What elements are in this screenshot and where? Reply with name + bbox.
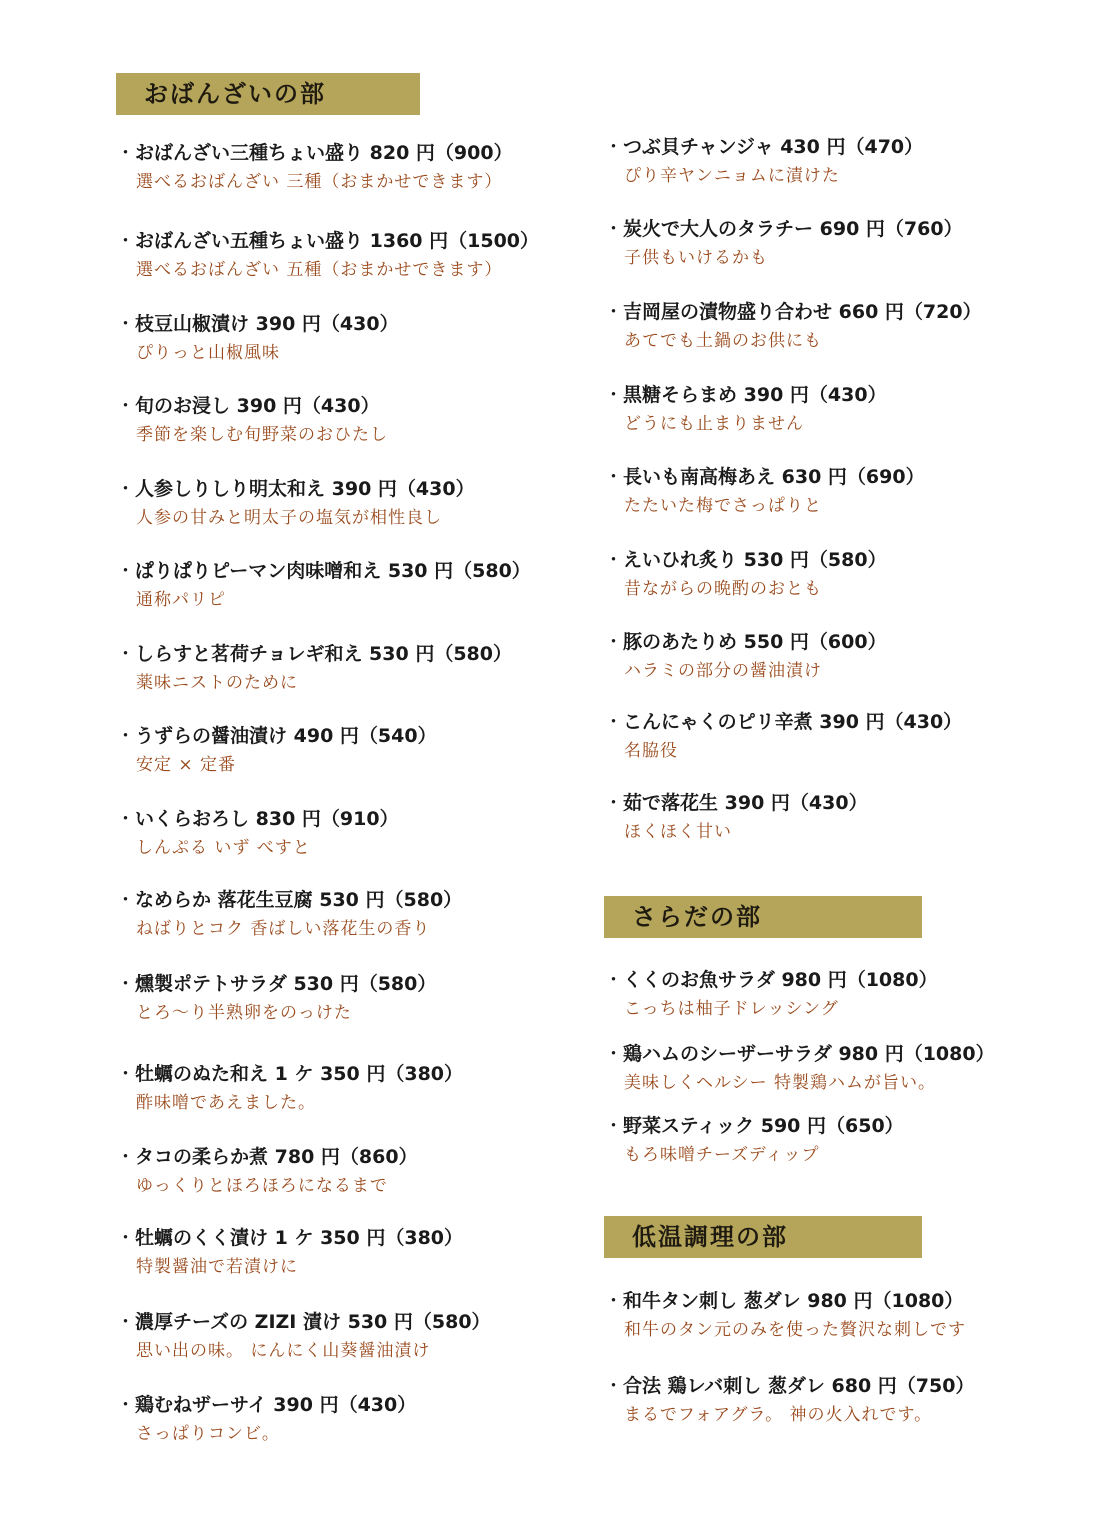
item-description: さっぱりコンビ。 (136, 1424, 280, 1444)
item-description: まるでフォアグラ。 神の火入れです。 (624, 1405, 933, 1425)
item-description: ゆっくりとほろほろになるまで (136, 1176, 388, 1196)
menu-item (604, 134, 923, 188)
item-description: しんぷる いず べすと (136, 838, 311, 858)
section-header-salad: さらだの部 (604, 896, 922, 938)
item-name: ・ 豚のあたりめ 550 円（600） (604, 629, 887, 655)
item-description: 特製醤油で若漬けに (136, 1257, 298, 1277)
item-name: ・ 旬のお浸し 390 円（430） (116, 393, 388, 419)
menu-item (116, 1392, 416, 1446)
menu-item (604, 382, 887, 436)
item-name: ・ 炭火で大人のタラチー 690 円（760） (604, 216, 963, 242)
item-name: ・ タコの柔らか煮 780 円（860） (116, 1144, 418, 1170)
section-header-obanzai: おばんざいの部 (116, 73, 420, 115)
item-name: ・ ぱりぱりピーマン肉味噌和え 530 円（580） (116, 558, 531, 584)
menu-item (116, 641, 512, 695)
menu-item (116, 311, 399, 365)
menu-item (604, 967, 938, 1021)
item-name: ・ 人参しりしり明太和え 390 円（430） (116, 476, 475, 502)
menu-item (604, 1113, 904, 1167)
item-name: ・ つぶ貝チャンジャ 430 円（470） (604, 134, 923, 160)
menu-item (604, 216, 963, 270)
menu-item (116, 1061, 463, 1115)
menu-item (116, 1309, 491, 1363)
item-description: 子供もいけるかも (624, 248, 768, 268)
item-description: 通称パリピ (136, 590, 226, 610)
item-name: ・ 野菜スティック 590 円（650） (604, 1113, 904, 1139)
item-description: 安定 × 定番 (136, 755, 237, 775)
item-description: 昔ながらの晩酌のおとも (624, 579, 822, 599)
item-name: ・ 鶏ハムのシーザーサラダ 980 円（1080） (604, 1041, 995, 1067)
item-name: ・ 枝豆山椒漬け 390 円（430） (116, 311, 399, 337)
item-name: ・ こんにゃくのピリ辛煮 390 円（430） (604, 709, 962, 735)
item-name: ・ 長いも南高梅あえ 630 円（690） (604, 464, 925, 490)
item-name: ・ 鶏むねザーサイ 390 円（430） (116, 1392, 416, 1418)
item-name: ・ 牡蠣のぬた和え 1 ケ 350 円（380） (116, 1061, 463, 1087)
menu-item (116, 887, 462, 941)
menu-item (116, 806, 399, 860)
menu-item (604, 464, 925, 518)
item-name: ・ 燻製ポテトサラダ 530 円（580） (116, 971, 436, 997)
menu-item (604, 547, 887, 601)
section-header-lowtemp: 低温調理の部 (604, 1216, 922, 1258)
item-name: ・ いくらおろし 830 円（910） (116, 806, 399, 832)
item-description: どうにも止まりません (624, 414, 804, 434)
item-name: ・ うずらの醤油漬け 490 円（540） (116, 723, 437, 749)
item-description: ほくほく甘い (624, 822, 732, 842)
menu-item (116, 228, 539, 282)
item-description: 美味しくヘルシー 特製鶏ハムが旨い。 (624, 1073, 936, 1093)
item-name: ・ おばんざい五種ちょい盛り 1360 円（1500） (116, 228, 539, 254)
item-description: もろ味噌チーズディップ (624, 1145, 820, 1165)
item-name: ・ えいひれ炙り 530 円（580） (604, 547, 887, 573)
item-name: ・ 吉岡屋の漬物盛り合わせ 660 円（720） (604, 299, 982, 325)
item-description: たたいた梅でさっぱりと (624, 496, 822, 516)
item-description: 人参の甘みと明太子の塩気が相性良し (136, 508, 442, 528)
item-name: ・ 茹で落花生 390 円（430） (604, 790, 868, 816)
item-name: ・ くくのお魚サラダ 980 円（1080） (604, 967, 938, 993)
item-description: こっちは柚子ドレッシング (624, 999, 839, 1019)
menu-item (604, 790, 868, 844)
menu-item (604, 1288, 966, 1342)
item-description: ぴり辛ヤンニョムに漬けた (624, 166, 840, 186)
menu-item (116, 476, 475, 530)
item-description: 和牛のタン元のみを使った贅沢な刺しです (624, 1320, 966, 1340)
menu-item (116, 140, 513, 194)
item-description: 名脇役 (624, 741, 678, 761)
item-name: ・ 合法 鶏レバ刺し 葱ダレ 680 円（750） (604, 1373, 974, 1399)
item-description: 思い出の味。 にんにく山葵醤油漬け (136, 1341, 431, 1361)
menu-item (604, 1041, 995, 1095)
menu-item (116, 1225, 463, 1279)
item-description: あてでも土鍋のお供にも (624, 331, 822, 351)
menu-item (604, 629, 887, 683)
item-description: 選べるおばんざい 五種（おまかせできます） (136, 260, 503, 280)
menu-item (604, 299, 982, 353)
item-name: ・ なめらか 落花生豆腐 530 円（580） (116, 887, 462, 913)
menu-item (116, 971, 436, 1025)
item-description: ぴりっと山椒風味 (136, 343, 280, 363)
item-description: 薬味ニストのために (136, 673, 298, 693)
menu-item (116, 723, 437, 777)
item-description: 季節を楽しむ旬野菜のおひたし (136, 425, 388, 445)
item-name: ・ 牡蠣のくく漬け 1 ケ 350 円（380） (116, 1225, 463, 1251)
item-name: ・ 濃厚チーズの ZIZI 漬け 530 円（580） (116, 1309, 491, 1335)
item-description: ハラミの部分の醤油漬け (624, 661, 822, 681)
menu-item (116, 558, 531, 612)
item-name: ・ おばんざい三種ちょい盛り 820 円（900） (116, 140, 513, 166)
menu-item (116, 393, 388, 447)
item-description: 酢味噌であえました。 (136, 1093, 316, 1113)
item-description: 選べるおばんざい 三種（おまかせできます） (136, 172, 503, 192)
item-description: ねばりとコク 香ばしい落花生の香り (136, 919, 431, 939)
item-name: ・ 黒糖そらまめ 390 円（430） (604, 382, 887, 408)
item-description: とろ〜り半熟卵をのっけた (136, 1003, 352, 1023)
menu-item (604, 1373, 974, 1427)
item-name: ・ しらすと茗荷チョレギ和え 530 円（580） (116, 641, 512, 667)
menu-item (116, 1144, 418, 1198)
menu-item (604, 709, 962, 763)
item-name: ・ 和牛タン刺し 葱ダレ 980 円（1080） (604, 1288, 966, 1314)
